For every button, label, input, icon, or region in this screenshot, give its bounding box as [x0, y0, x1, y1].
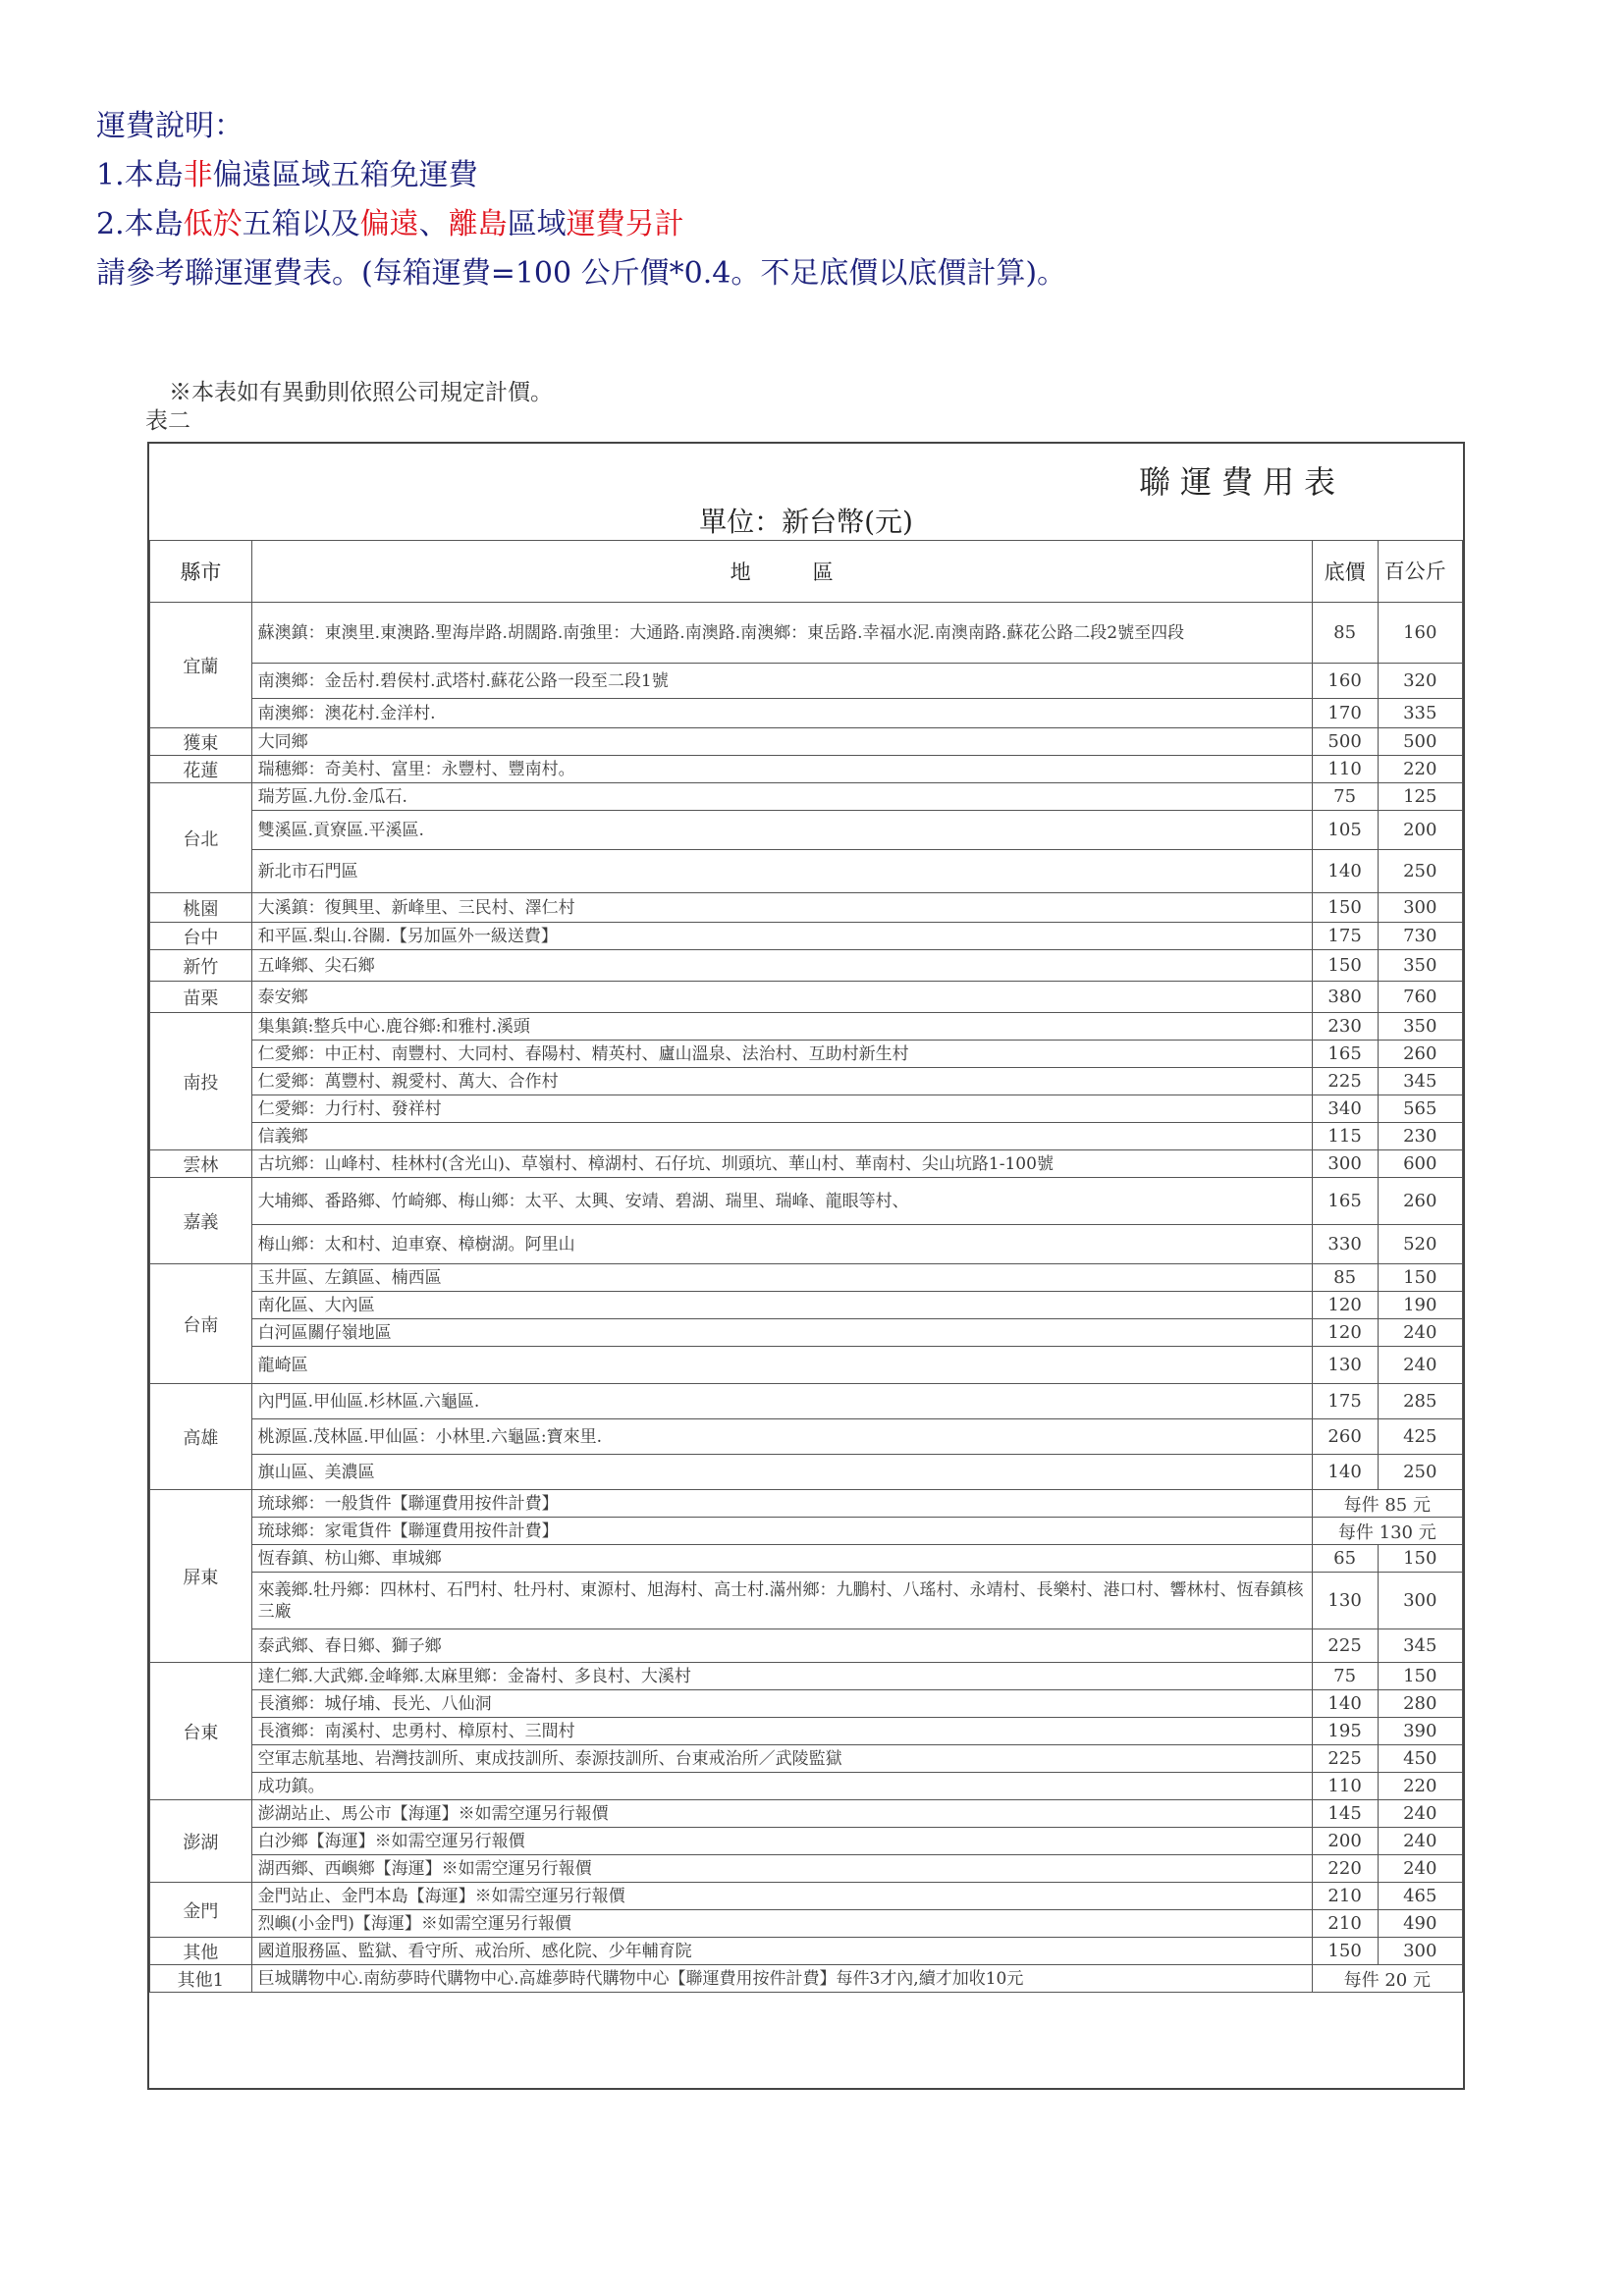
per100kg-price-cell: 450: [1378, 1745, 1462, 1773]
base-price-cell: 230: [1312, 1013, 1378, 1041]
per100kg-price-cell: 240: [1378, 1319, 1462, 1347]
base-price-cell: 110: [1312, 1773, 1378, 1800]
area-cell: 來義鄉.牡丹鄉：四林村、石門村、牡丹村、東源村、旭海村、高士村.滿州鄉：九鵬村、八瑤村、永靖村、長樂村、港口村、響林村、恆春鎮核三廠: [251, 1573, 1312, 1629]
base-price-cell: 150: [1312, 1938, 1378, 1965]
area-cell: 大埔鄉、番路鄉、竹崎鄉、梅山鄉：太平、太興、安靖、碧湖、瑞里、瑞峰、龍眼等村、: [251, 1178, 1312, 1225]
per100kg-price-cell: 760: [1378, 982, 1462, 1013]
per100kg-price-cell: 125: [1378, 783, 1462, 811]
area-cell: 大溪鎮：復興里、新峰里、三民村、澤仁村: [251, 893, 1312, 923]
area-cell: 成功鎮。: [251, 1773, 1312, 1800]
table-row: [150, 811, 1463, 850]
county-cell: 苗栗: [150, 982, 252, 1013]
per100kg-price-cell: 150: [1378, 1545, 1462, 1573]
note-text: 1.本島: [96, 158, 184, 192]
table-row: [150, 1773, 1463, 1800]
note-text: 五箱以及: [242, 207, 360, 241]
per100kg-price-cell: 320: [1378, 664, 1462, 699]
table-row: [150, 1150, 1463, 1178]
base-price-cell: 225: [1312, 1068, 1378, 1095]
county-cell: 其他: [150, 1938, 252, 1965]
per100kg-price-cell: 425: [1378, 1419, 1462, 1455]
county-cell: 雲林: [150, 1150, 252, 1178]
table-row: [150, 1690, 1463, 1718]
base-price-cell: 120: [1312, 1292, 1378, 1319]
notes-heading: 運費說明：: [96, 109, 244, 143]
base-price-cell: 260: [1312, 1419, 1378, 1455]
base-price-cell: 210: [1312, 1910, 1378, 1938]
table-row: [150, 1264, 1463, 1292]
base-price-cell: 每件 130 元: [1312, 1518, 1462, 1545]
per100kg-price-cell: 600: [1378, 1150, 1462, 1178]
table-row: [150, 1292, 1463, 1319]
per100kg-price-cell: 220: [1378, 1773, 1462, 1800]
county-cell: 花蓮: [150, 756, 252, 783]
table-row: [150, 1663, 1463, 1690]
per100kg-price-cell: 240: [1378, 1800, 1462, 1828]
county-cell: 宜蘭: [150, 603, 252, 728]
base-price-cell: 175: [1312, 1384, 1378, 1419]
per100kg-price-cell: 150: [1378, 1264, 1462, 1292]
per100kg-price-cell: 260: [1378, 1178, 1462, 1225]
base-price-cell: 380: [1312, 982, 1378, 1013]
per100kg-price-cell: 240: [1378, 1828, 1462, 1855]
base-price-cell: 130: [1312, 1347, 1378, 1384]
base-price-cell: 220: [1312, 1855, 1378, 1883]
per100kg-price-cell: 500: [1378, 728, 1462, 756]
per100kg-price-cell: 200: [1378, 811, 1462, 850]
sheet-title: 聯運費用表: [1138, 463, 1345, 501]
note-text: 偏遠區域五箱免運費: [212, 158, 478, 192]
fee-table: [149, 540, 1463, 1993]
table-row: [150, 1384, 1463, 1419]
note-highlight: 離島: [448, 207, 508, 241]
header-per100: 百公斤: [1378, 541, 1462, 603]
area-cell: 泰安鄉: [251, 982, 1312, 1013]
base-price-cell: 75: [1312, 1663, 1378, 1690]
county-cell: 桃園: [150, 893, 252, 923]
per100kg-price-cell: 520: [1378, 1225, 1462, 1264]
per100kg-price-cell: 240: [1378, 1855, 1462, 1883]
table-row: [150, 1013, 1463, 1041]
area-cell: 南化區、大內區: [251, 1292, 1312, 1319]
table-row: [150, 1965, 1463, 1993]
table-row: [150, 1828, 1463, 1855]
county-cell: 台東: [150, 1663, 252, 1800]
table-row: [150, 664, 1463, 699]
table-row: [150, 1910, 1463, 1938]
note-line-2: [96, 200, 1530, 249]
per100kg-price-cell: 190: [1378, 1292, 1462, 1319]
base-price-cell: 150: [1312, 950, 1378, 982]
base-price-cell: 165: [1312, 1041, 1378, 1068]
base-price-cell: 225: [1312, 1629, 1378, 1663]
area-cell: 國道服務區、監獄、看守所、戒治所、感化院、少年輔育院: [251, 1938, 1312, 1965]
area-cell: 長濱鄉：城仔埔、長光、八仙洞: [251, 1690, 1312, 1718]
area-cell: 信義鄉: [251, 1123, 1312, 1150]
base-price-cell: 每件 85 元: [1312, 1490, 1462, 1518]
fee-table-body: [150, 603, 1463, 1993]
per100kg-price-cell: 280: [1378, 1690, 1462, 1718]
base-price-cell: 225: [1312, 1745, 1378, 1773]
base-price-cell: 每件 20 元: [1312, 1965, 1462, 1993]
base-price-cell: 65: [1312, 1545, 1378, 1573]
per100kg-price-cell: 150: [1378, 1663, 1462, 1690]
county-cell: 新竹: [150, 950, 252, 982]
area-cell: 雙溪區.貢寮區.平溪區.: [251, 811, 1312, 850]
area-cell: 旗山區、美濃區: [251, 1455, 1312, 1490]
base-price-cell: 210: [1312, 1883, 1378, 1910]
table-row: [150, 893, 1463, 923]
table-row: [150, 1518, 1463, 1545]
table-row: [150, 1573, 1463, 1629]
note-text: 區域: [507, 207, 567, 241]
shipping-notes: [96, 102, 1530, 298]
table-header-row: [150, 541, 1463, 603]
note-highlight: 運費另計: [566, 207, 684, 241]
table-row: [150, 1938, 1463, 1965]
table-row: [150, 1068, 1463, 1095]
area-cell: 仁愛鄉：中正村、南豐村、大同村、春陽村、精英村、廬山溫泉、法治村、互助村新生村: [251, 1041, 1312, 1068]
header-county: 縣市: [150, 541, 252, 603]
area-cell: 和平區.梨山.谷關.【另加區外一級送費】: [251, 923, 1312, 950]
county-cell: 台南: [150, 1264, 252, 1384]
table-row: [150, 1095, 1463, 1123]
per100kg-price-cell: 230: [1378, 1123, 1462, 1150]
base-price-cell: 200: [1312, 1828, 1378, 1855]
area-cell: 恆春鎮、枋山鄉、車城鄉: [251, 1545, 1312, 1573]
base-price-cell: 150: [1312, 893, 1378, 923]
area-cell: 五峰鄉、尖石鄉: [251, 950, 1312, 982]
base-price-cell: 330: [1312, 1225, 1378, 1264]
area-cell: 巨城購物中心.南紡夢時代購物中心.高雄夢時代購物中心【聯運費用按件計費】每件3才內,續才加收10元: [251, 1965, 1312, 1993]
per100kg-price-cell: 465: [1378, 1883, 1462, 1910]
table-row: [150, 783, 1463, 811]
note-text: 2.本島: [96, 207, 184, 241]
base-price-cell: 130: [1312, 1573, 1378, 1629]
county-cell: 台中: [150, 923, 252, 950]
area-cell: 仁愛鄉：萬豐村、親愛村、萬大、合作村: [251, 1068, 1312, 1095]
area-cell: 南澳鄉：澳花村.金洋村.: [251, 699, 1312, 728]
per100kg-price-cell: 490: [1378, 1910, 1462, 1938]
area-cell: 龍崎區: [251, 1347, 1312, 1384]
note-highlight: 低於: [183, 207, 243, 241]
table-row: [150, 1883, 1463, 1910]
base-price-cell: 165: [1312, 1178, 1378, 1225]
table-row: [150, 1041, 1463, 1068]
area-cell: 琉球鄉：家電貨件【聯運費用按件計費】: [251, 1518, 1312, 1545]
area-cell: 白沙鄉【海運】※如需空運另行報價: [251, 1828, 1312, 1855]
per100kg-price-cell: 350: [1378, 1013, 1462, 1041]
per100kg-price-cell: 345: [1378, 1068, 1462, 1095]
per100kg-price-cell: 285: [1378, 1384, 1462, 1419]
area-cell: 泰武鄉、春日鄉、獅子鄉: [251, 1629, 1312, 1663]
base-price-cell: 340: [1312, 1095, 1378, 1123]
table-row: [150, 1745, 1463, 1773]
area-cell: 空軍志航基地、岩灣技訓所、東成技訓所、泰源技訓所、台東戒治所／武陵監獄: [251, 1745, 1312, 1773]
per100kg-price-cell: 300: [1378, 893, 1462, 923]
county-cell: 高雄: [150, 1384, 252, 1490]
table-row: [150, 603, 1463, 664]
note-highlight: 非: [183, 158, 213, 192]
table-row: [150, 1629, 1463, 1663]
area-cell: 湖西鄉、西嶼鄉【海運】※如需空運另行報價: [251, 1855, 1312, 1883]
area-cell: 桃源區.茂林區.甲仙區：小林里.六龜區:寶來里.: [251, 1419, 1312, 1455]
table-row: [150, 1178, 1463, 1225]
base-price-cell: 140: [1312, 1690, 1378, 1718]
area-cell: 瑞芳區.九份.金瓜石.: [251, 783, 1312, 811]
base-price-cell: 145: [1312, 1800, 1378, 1828]
county-cell: 澎湖: [150, 1800, 252, 1883]
base-price-cell: 120: [1312, 1319, 1378, 1347]
area-cell: 長濱鄉：南溪村、忠勇村、樟原村、三間村: [251, 1718, 1312, 1745]
per100kg-price-cell: 335: [1378, 699, 1462, 728]
note-text: 、: [418, 207, 449, 241]
area-cell: 烈嶼(小金門)【海運】※如需空運另行報價: [251, 1910, 1312, 1938]
area-cell: 古坑鄉：山峰村、桂林村(含光山)、草嶺村、樟湖村、石仔坑、圳頭坑、華山村、華南村、尖山坑路1-100號: [251, 1150, 1312, 1178]
table-row: [150, 699, 1463, 728]
base-price-cell: 85: [1312, 1264, 1378, 1292]
table-row: [150, 1855, 1463, 1883]
area-cell: 內門區.甲仙區.杉林區.六龜區.: [251, 1384, 1312, 1419]
per100kg-price-cell: 300: [1378, 1938, 1462, 1965]
base-price-cell: 110: [1312, 756, 1378, 783]
area-cell: 大同鄉: [251, 728, 1312, 756]
area-cell: 梅山鄉：太和村、迫車寮、樟樹湖。阿里山: [251, 1225, 1312, 1264]
per100kg-price-cell: 240: [1378, 1347, 1462, 1384]
county-cell: 獲東: [150, 728, 252, 756]
base-price-cell: 170: [1312, 699, 1378, 728]
base-price-cell: 175: [1312, 923, 1378, 950]
county-cell: 嘉義: [150, 1178, 252, 1264]
sheet-unit: 單位：新台幣(元): [699, 506, 913, 538]
area-cell: 仁愛鄉：力行村、發祥村: [251, 1095, 1312, 1123]
table-row: [150, 1490, 1463, 1518]
area-cell: 瑞穗鄉：奇美村、富里：永豐村、豐南村。: [251, 756, 1312, 783]
area-cell: 集集鎮:整兵中心.鹿谷鄉:和雅村.溪頭: [251, 1013, 1312, 1041]
per100kg-price-cell: 250: [1378, 850, 1462, 893]
area-cell: 白河區關仔嶺地區: [251, 1319, 1312, 1347]
base-price-cell: 75: [1312, 783, 1378, 811]
base-price-cell: 85: [1312, 603, 1378, 664]
table-row: [150, 1319, 1463, 1347]
area-cell: 新北市石門區: [251, 850, 1312, 893]
area-cell: 澎湖站止、馬公市【海運】※如需空運另行報價: [251, 1800, 1312, 1828]
area-cell: 南澳鄉：金岳村.碧侯村.武塔村.蘇花公路一段至二段1號: [251, 664, 1312, 699]
header-base: 底價: [1312, 541, 1378, 603]
per100kg-price-cell: 260: [1378, 1041, 1462, 1068]
county-cell: 金門: [150, 1883, 252, 1938]
area-cell: 玉井區、左鎮區、楠西區: [251, 1264, 1312, 1292]
base-price-cell: 195: [1312, 1718, 1378, 1745]
base-price-cell: 115: [1312, 1123, 1378, 1150]
per100kg-price-cell: 730: [1378, 923, 1462, 950]
per100kg-price-cell: 250: [1378, 1455, 1462, 1490]
per100kg-price-cell: 300: [1378, 1573, 1462, 1629]
area-cell: 金門站止、金門本島【海運】※如需空運另行報價: [251, 1883, 1312, 1910]
note-highlight: 偏遠: [359, 207, 419, 241]
table-row: [150, 756, 1463, 783]
table-row: [150, 1419, 1463, 1455]
county-cell: 屏東: [150, 1490, 252, 1663]
table-row: [150, 1545, 1463, 1573]
header-area: 地 區: [251, 541, 1312, 603]
county-cell: 台北: [150, 783, 252, 893]
per100kg-price-cell: 565: [1378, 1095, 1462, 1123]
fee-sheet: [147, 442, 1465, 2090]
table-row: [150, 923, 1463, 950]
area-cell: 琉球鄉：一般貨件【聯運費用按件計費】: [251, 1490, 1312, 1518]
per100kg-price-cell: 350: [1378, 950, 1462, 982]
per100kg-price-cell: 160: [1378, 603, 1462, 664]
table-row: [150, 1455, 1463, 1490]
base-price-cell: 500: [1312, 728, 1378, 756]
table-row: [150, 1718, 1463, 1745]
note-line-1: [96, 151, 1530, 200]
note-line-3: 請參考聯運運費表。(每箱運費=100 公斤價*0.4。不足底價以底價計算)。: [96, 256, 1067, 291]
table-row: [150, 1347, 1463, 1384]
table-row: [150, 1225, 1463, 1264]
table-row: [150, 1800, 1463, 1828]
area-cell: 蘇澳鎮：東澳里.東澳路.聖海岸路.胡闊路.南強里：大通路.南澳路.南澳鄉：東岳路.幸福水泥.南澳南路.蘇花公路二段2號至四段: [251, 603, 1312, 664]
per100kg-price-cell: 390: [1378, 1718, 1462, 1745]
table-row: [150, 1123, 1463, 1150]
table-row: [150, 728, 1463, 756]
base-price-cell: 140: [1312, 1455, 1378, 1490]
base-price-cell: 160: [1312, 664, 1378, 699]
table-memo: ※本表如有異動則依照公司規定計價。: [169, 380, 553, 405]
per100kg-price-cell: 220: [1378, 756, 1462, 783]
base-price-cell: 140: [1312, 850, 1378, 893]
table-row: [150, 982, 1463, 1013]
area-cell: 達仁鄉.大武鄉.金峰鄉.太麻里鄉：金崙村、多良村、大溪村: [251, 1663, 1312, 1690]
table-row: [150, 950, 1463, 982]
base-price-cell: 300: [1312, 1150, 1378, 1178]
county-cell: 其他1: [150, 1965, 252, 1993]
table-number: 表二: [145, 408, 190, 434]
per100kg-price-cell: 345: [1378, 1629, 1462, 1663]
base-price-cell: 105: [1312, 811, 1378, 850]
table-row: [150, 850, 1463, 893]
county-cell: 南投: [150, 1013, 252, 1150]
